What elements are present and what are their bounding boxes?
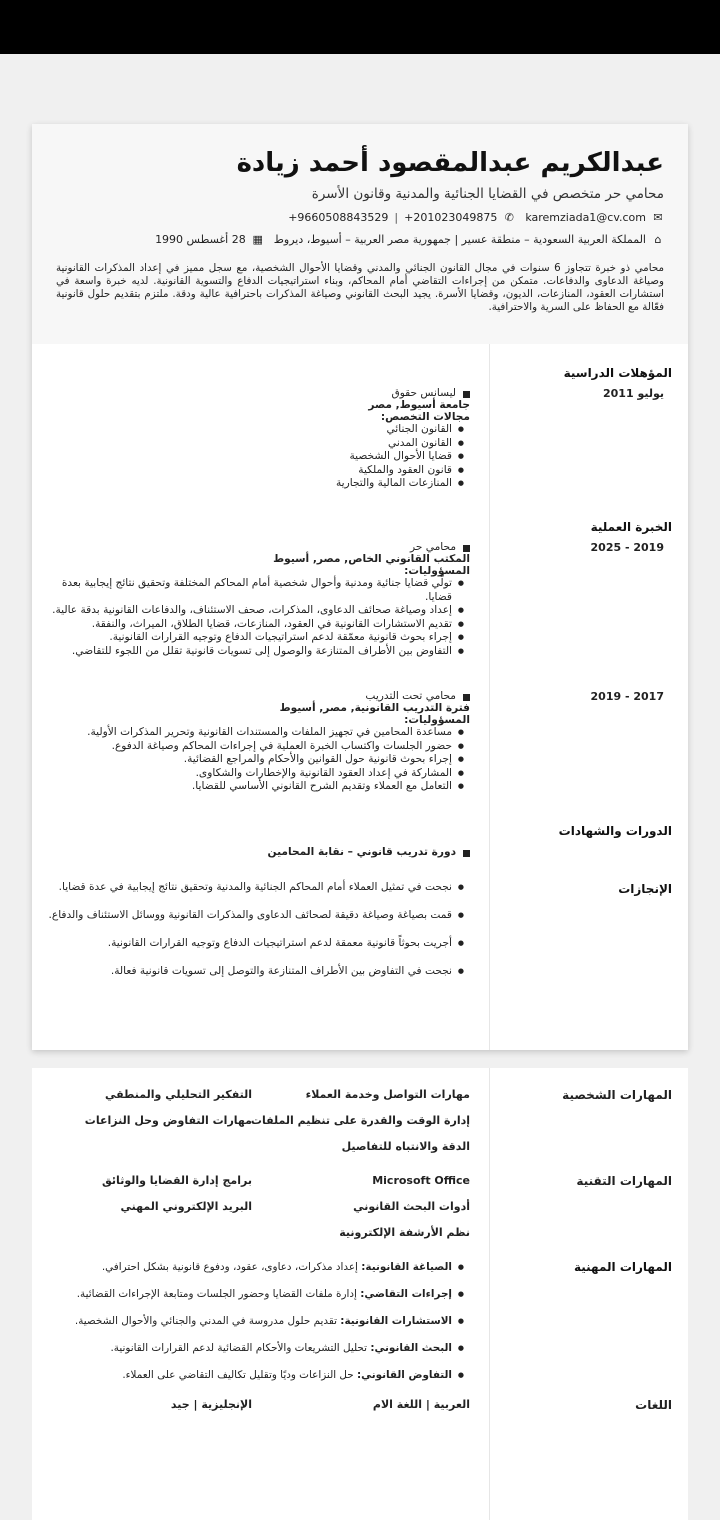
resume-page-1 (32, 124, 688, 1050)
skill-item: إدارة الوقت والقدرة على تنظيم الملفات (250, 1114, 470, 1127)
tech-skills-col-1 (339, 1168, 470, 1246)
job-1-resp-label: المسؤوليات: (404, 565, 470, 577)
column-divider (489, 344, 490, 1050)
list-item (48, 1341, 452, 1355)
pro-skills-entry (48, 1260, 470, 1395)
separator: | (422, 1398, 430, 1411)
list-item: ● مساعدة المحامين في تجهيز الملفات والمستندات القانونية وتحرير المذكرات الأولية. (48, 726, 452, 740)
language-name: العربية (433, 1398, 470, 1411)
list-item: ● إجراء بحوث قانونية معمّقة لدعم استراتيجيات الدفاع وتوجيه القرارات القانونية. (48, 631, 452, 645)
specialties-label: مجالات التخصص: (380, 411, 470, 423)
phone-1[interactable]: +201023049875 (404, 211, 498, 224)
skill-item: البريد الإلكتروني المهني (120, 1200, 252, 1213)
list-item: ● حضور الجلسات واكتساب الخبرة العملية في إجراءات المحاكم وصياغة الدفوع. (48, 740, 452, 754)
job-2-resp-label: المسؤوليات: (404, 714, 470, 726)
list-item: ● قانون العقود والملكية (48, 464, 452, 478)
education-title: المؤهلات الدراسية (563, 366, 672, 380)
contact-line (56, 211, 664, 224)
list-item: ● تقديم الاستشارات القانونية في العقود، المنازعات، قضايا الطلاق، الميراث، والنفقة. (48, 618, 452, 632)
course-item: دورة تدريب قانوني – نقابة المحامين (48, 846, 470, 858)
address: المملكة العربية السعودية – منطقة عسير | جمهورية مصر العربية – أسيوط، ديروط (273, 233, 646, 246)
pro-skills-title: المهارات المهنية (573, 1260, 672, 1274)
envelope-icon: ✉ (653, 211, 663, 224)
experience-title: الخبرة العملية (590, 520, 672, 534)
job-2-entry (48, 690, 470, 794)
column-divider (489, 1068, 490, 1520)
achievements-entry (48, 880, 470, 992)
summary: محامي ذو خبرة تتجاوز 6 سنوات في مجال القانون الجنائي والمدني وقضايا الأحوال الشخصية، مع سجل مميز في إعداد المذكرات القانونية وصياغة الدعاوى والدفاعات. متمكن من إجراءات التقاضي أمام المحاكم، وبناء استراتيجيات الدفاع والتسوية القانونية. لديه خبرة واسعة في استشارات العقود، المنازعات، الديون، وقضايا الأسرة. يجيد البحث القانوني وصياغة المذكرات باحترافية عالية ودقة. ملتزم بتقديم حلول قانونية فعّالة مع الحفاظ على السرية والاحترافية. (56, 262, 664, 313)
candidate-title: محامي حر متخصص في القضايا الجنائية والمدنية وقانون الأسرة (311, 186, 664, 202)
list-item: ● إجراء بحوث قانونية حول القوانين والأحكام والمراجع القضائية. (48, 753, 452, 767)
skill-item: Microsoft Office (372, 1174, 470, 1187)
pro-skill-label: الاستشارات القانونية: (340, 1315, 452, 1327)
email[interactable]: karemziada1@cv.com (525, 211, 646, 224)
list-item: ● قمت بصياغة وصياغة دقيقة لصحائف الدعاوى والمذكرات القانونية ووسائل الاستئناف والدفاع. (48, 908, 452, 922)
list-item (48, 1287, 452, 1301)
top-bar (0, 0, 720, 54)
pro-skill-label: التفاوض القانوني: (357, 1369, 452, 1381)
skill-item: مهارات التفاوض وحل النزاعات (84, 1114, 252, 1127)
job-2-role: محامي تحت التدريب (48, 690, 470, 702)
pro-skill-label: إجراءات التقاضي: (360, 1288, 452, 1300)
courses-title: الدورات والشهادات (558, 824, 672, 838)
resume-body (32, 344, 688, 1050)
separator: | (394, 211, 399, 224)
job-1-list (48, 577, 470, 659)
list-item: ● المشاركة في إعداد العقود القانونية والإخطارات والشكاوى. (48, 767, 452, 781)
job-1-role: محامي حر (48, 541, 470, 553)
language-2 (171, 1392, 252, 1418)
school: جامعة أسيوط, مصر (368, 399, 470, 411)
job-2-org: فترة التدريب القانونية, مصر, أسيوط (279, 702, 470, 714)
language-1 (373, 1392, 470, 1418)
skill-item: برامج إدارة القضايا والوثائق (102, 1174, 252, 1187)
separator: | (189, 1398, 198, 1411)
list-item: ● التعامل مع العملاء وتقديم الشرح القانوني الأساسي للقضايا. (48, 780, 452, 794)
soft-skills-col-2 (85, 1082, 252, 1134)
pro-skill-text: إعداد مذكرات، دعاوى، عقود، ودفوع قانونية بشكل احترافي. (101, 1261, 358, 1273)
list-item (48, 1260, 452, 1274)
birthdate: 28 أغسطس 1990 (155, 233, 246, 246)
list-item: ● القانون المدني (48, 437, 452, 451)
list-item: ● تولّي قضايا جنائية ومدنية وأحوال شخصية أمام المحاكم المختلفة وتحقيق نتائج إيجابية بعدة قضايا. (48, 577, 452, 604)
list-item: ● المنازعات المالية والتجارية (48, 477, 452, 491)
list-item (48, 1368, 452, 1382)
skill-item: نظم الأرشفة الإلكترونية (339, 1226, 470, 1239)
job-1-entry (48, 541, 470, 659)
list-item: ● أجريت بحوثاً قانونية معمقة لدعم استراتيجيات الدفاع وتوجيه القرارات القانونية. (48, 936, 452, 950)
skill-item: أدوات البحث القانوني (353, 1200, 470, 1213)
phone-icon: ✆ (504, 211, 514, 224)
list-item: ● إعداد وصياغة صحائف الدعاوى، المذكرات، صحف الاستئناف، والدفاعات القانونية بدقة عالية. (48, 604, 452, 618)
list-item: ● القانون الجنائي (48, 423, 452, 437)
home-icon: ⌂ (654, 233, 662, 246)
pro-skill-label: الصياغة القانونية: (361, 1261, 452, 1273)
degree: ليسانس حقوق (48, 387, 470, 399)
job-1-date: 2019 - 2025 (590, 541, 664, 554)
pro-skills-list (48, 1260, 470, 1382)
list-item: ● نجحت في التفاوض بين الأطراف المتنازعة والتوصل إلى تسويات قانونية فعالة. (48, 964, 452, 978)
language-level: اللغة الام (372, 1398, 423, 1411)
job-2-date: 2017 - 2019 (590, 690, 664, 703)
job-2-list (48, 726, 470, 794)
list-item: ● قضايا الأحوال الشخصية (48, 450, 452, 464)
list-item: ● نجحت في تمثيل العملاء أمام المحاكم الجنائية والمدنية وتحقيق نتائج إيجابية في عدة قضايا. (48, 880, 452, 894)
pro-skill-text: تحليل التشريعات والأحكام القضائية لدعم القرارات القانونية. (110, 1342, 368, 1354)
education-date: يوليو 2011 (603, 387, 664, 400)
pro-skill-text: تقديم حلول مدروسة في المدني والجنائي والأحوال الشخصية. (74, 1315, 337, 1327)
pro-skill-label: البحث القانوني: (370, 1342, 452, 1354)
list-item (48, 1314, 452, 1328)
achievements-list (48, 880, 470, 978)
tech-skills-title: المهارات التقنية (576, 1174, 672, 1188)
resume-page-2 (32, 1068, 688, 1520)
candidate-name: عبدالكريم عبدالمقصود أحمد زيادة (236, 148, 664, 178)
pro-skill-text: حل النزاعات وديًا وتقليل تكاليف التقاضي على العملاء. (122, 1369, 354, 1381)
education-entry (48, 387, 470, 491)
skill-item: مهارات التواصل وخدمة العملاء (305, 1088, 470, 1101)
phone-2[interactable]: +9660508843529 (288, 211, 389, 224)
specialties-list (48, 423, 470, 491)
skill-item: التفكير التحليلي والمنطقي (105, 1088, 252, 1101)
pro-skill-text: إدارة ملفات القضايا وحضور الجلسات ومتابعة الإجراءات القضائية. (76, 1288, 357, 1300)
languages-title: اللغات (635, 1398, 672, 1412)
address-line (56, 233, 664, 246)
language-name: الإنجليزية (201, 1398, 252, 1411)
language-level: جيد (170, 1398, 190, 1411)
soft-skills-title: المهارات الشخصية (562, 1088, 672, 1102)
achievements-title: الإنجازات (618, 882, 672, 896)
soft-skills-col-1 (251, 1082, 470, 1160)
list-item: ● التفاوض بين الأطراف المتنازعة والوصول إلى تسويات قانونية تقلل من اللجوء للتقاضي. (48, 645, 452, 659)
job-1-org: المكتب القانوني الخاص, مصر, أسيوط (273, 553, 470, 565)
course-entry (48, 846, 470, 858)
skill-item: الدقة والانتباه للتفاصيل (341, 1140, 470, 1153)
tech-skills-col-2 (102, 1168, 252, 1220)
calendar-icon: ▦ (252, 233, 263, 246)
resume-header (32, 124, 688, 344)
